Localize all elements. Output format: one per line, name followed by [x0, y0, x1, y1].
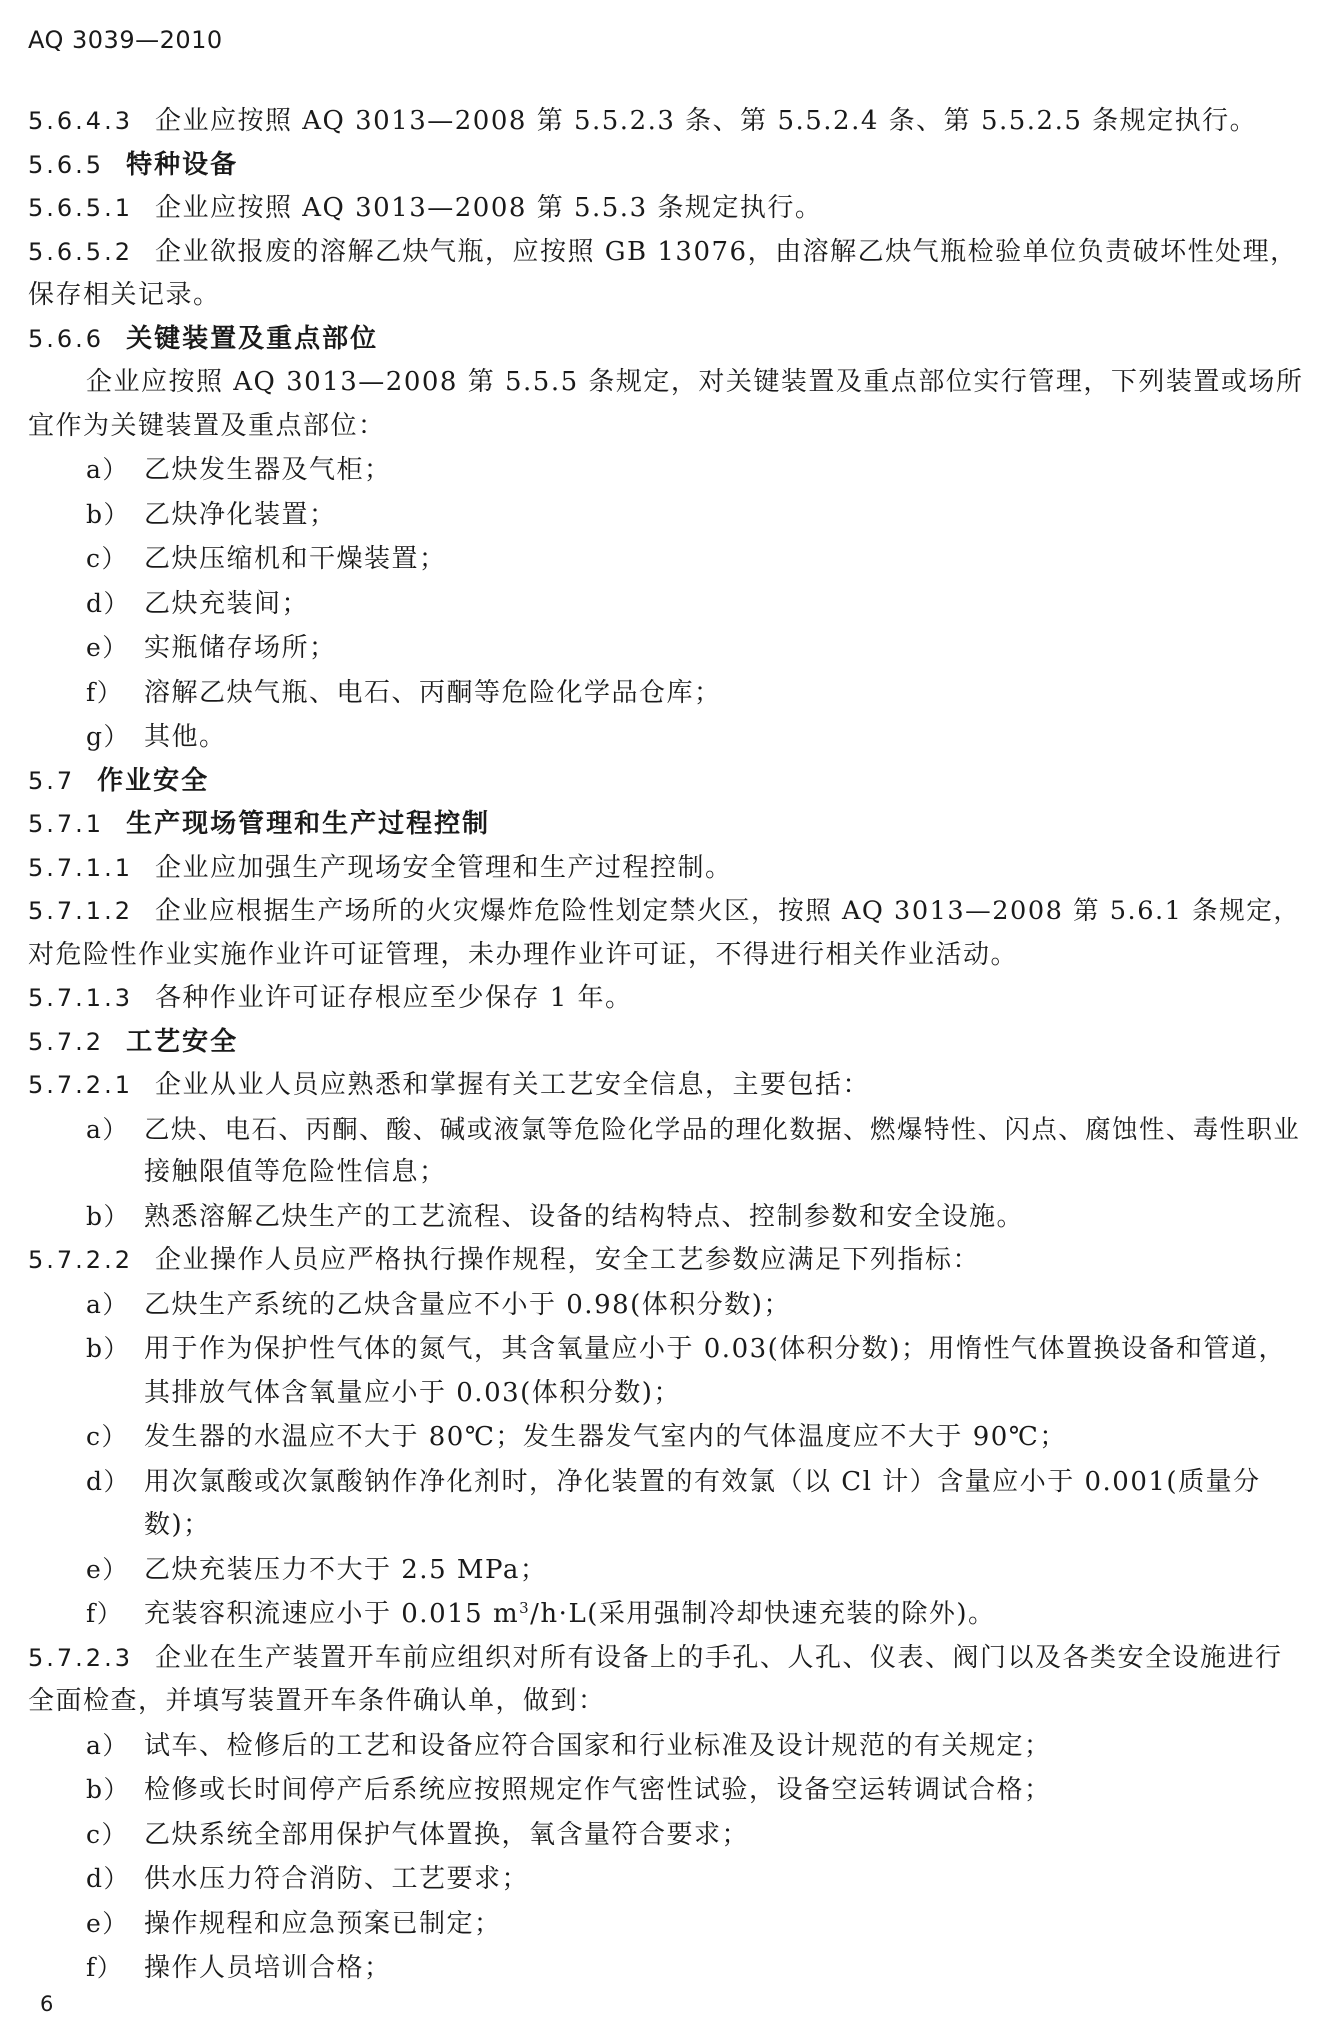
- list-item: [28, 1460, 1310, 1505]
- heading-text: 工艺安全: [126, 1026, 239, 1057]
- list-label: b）: [86, 499, 131, 529]
- list-label: b）: [86, 1334, 131, 1363]
- list-item: [28, 1415, 1310, 1460]
- list-item: [28, 493, 1310, 538]
- list-item-continuation: 数)；: [144, 1510, 211, 1540]
- heading-text: 关键装置及重点部位: [126, 323, 379, 354]
- clause-number: 5.7: [28, 766, 76, 795]
- list-text: 乙炔发生器及气柜；: [144, 455, 392, 485]
- list-label: g）: [86, 722, 131, 751]
- list-item: [28, 1857, 1310, 1902]
- heading-text: 生产现场管理和生产过程控制: [126, 809, 491, 839]
- list-item: [28, 626, 1310, 671]
- clause-continuation: 全面检查，并填写装置开车条件确认单，做到：: [28, 1686, 606, 1716]
- list-text: 用于作为保护性气体的氮气，其含氧量应小于 0.03(体积分数)；用惰性气体置换设备和管道，: [144, 1334, 1286, 1364]
- clause-number: 5.7.2.3: [28, 1643, 133, 1672]
- list-label: a）: [86, 1289, 129, 1319]
- list-text-after-superscript: /h·L(采用强制冷却快速充装的除外)。: [530, 1599, 996, 1629]
- list-item: [28, 1592, 1310, 1637]
- list-label: d）: [86, 588, 131, 618]
- clause-number: 5.7.2: [28, 1027, 105, 1056]
- list-item: [28, 537, 1310, 582]
- heading-5-7: [28, 760, 1310, 804]
- document-body: [28, 100, 1310, 1991]
- paragraph-continuation: 宜作为关键装置及重点部位：: [28, 410, 386, 441]
- list-text: 乙炔净化装置；: [144, 499, 337, 530]
- clause-number: 5.7.1.3: [28, 984, 133, 1012]
- list-item: [28, 1946, 1310, 1991]
- list-label: d）: [86, 1864, 131, 1893]
- heading-text: 作业安全: [97, 765, 210, 796]
- list-text: 乙炔生产系统的乙炔含量应不小于 0.98(体积分数)；: [144, 1289, 791, 1320]
- list-text-before-superscript: 充装容积流速应小于 0.015 m: [144, 1599, 520, 1629]
- clause-5-7-1-3: [28, 977, 1310, 1021]
- list-text: 用次氯酸或次氯酸钠作净化剂时，净化装置的有效氯（以 Cl 计）含量应小于 0.001(质量分: [144, 1466, 1261, 1497]
- clause-number: 5.7.2.2: [28, 1246, 133, 1274]
- clause-text: 企业应按照 AQ 3013—2008 第 5.5.3 条规定执行。: [154, 193, 823, 223]
- list-item: [28, 1548, 1310, 1593]
- list-item: [28, 1283, 1310, 1328]
- list-label: d）: [86, 1466, 131, 1496]
- list-text: 操作规程和应急预案已制定；: [144, 1908, 502, 1939]
- clause-number: 5.7.1.1: [28, 853, 133, 882]
- list-label: e）: [86, 633, 129, 662]
- clause-text: 企业操作人员应严格执行操作规程，安全工艺参数应满足下列指标：: [154, 1245, 980, 1275]
- clause-number: 5.7.1: [28, 810, 105, 838]
- clause-number: 5.6.4.3: [28, 107, 133, 135]
- list-text: 检修或长时间停产后系统应按照规定作气密性试验，设备空运转调试合格；: [144, 1775, 1052, 1805]
- list-text: 操作人员培训合格；: [144, 1953, 392, 1983]
- list-text: 乙炔、电石、丙酮、酸、碱或液氯等危险化学品的理化数据、燃爆特性、闪点、腐蚀性、毒性职业: [144, 1113, 1301, 1144]
- list-item-continuation: 接触限值等危险性信息；: [144, 1157, 447, 1187]
- list-item-continuation: 其排放气体含氧量应小于 0.03(体积分数)；: [144, 1377, 681, 1408]
- list-text: 乙炔系统全部用保护气体置换，氧含量符合要求；: [144, 1819, 750, 1850]
- list-text: 发生器的水温应不大于 80℃；发生器发气室内的气体温度应不大于 90℃；: [144, 1422, 1067, 1452]
- list-item: [28, 1813, 1310, 1858]
- list-item: [28, 1327, 1310, 1372]
- standard-code-header: AQ 3039—2010: [28, 26, 223, 54]
- list-text: 乙炔压缩机和干燥装置；: [144, 544, 447, 574]
- clause-text: 企业欲报废的溶解乙炔气瓶，应按照 GB 13076，由溶解乙炔气瓶检验单位负责破坏性处理，: [154, 236, 1298, 267]
- superscript: 3: [519, 1599, 531, 1617]
- clause-number: 5.6.5: [28, 150, 105, 179]
- heading-5-6-6: [28, 318, 1310, 362]
- list-label: e）: [86, 1554, 129, 1584]
- clause-text: 企业在生产装置开车前应组织对所有设备上的手孔、人孔、仪表、阀门以及各类安全设施进行: [154, 1642, 1283, 1673]
- list-label: c）: [86, 544, 129, 573]
- list-item: [28, 1108, 1310, 1152]
- list-label: b）: [86, 1775, 131, 1804]
- heading-5-7-1: [28, 803, 1310, 847]
- list-text: 供水压力符合消防、工艺要求；: [144, 1864, 530, 1894]
- list-label: a）: [86, 455, 129, 484]
- list-item: [28, 448, 1310, 493]
- page-number: 6: [40, 1992, 54, 2016]
- clause-5-7-1-1: [28, 847, 1310, 891]
- list-text: 实瓶储存场所；: [144, 633, 337, 663]
- list-label: f）: [86, 1599, 124, 1628]
- list-label: e）: [86, 1908, 129, 1938]
- list-text: 乙炔充装间；: [144, 588, 310, 619]
- clause-text: 各种作业许可证存根应至少保存 1 年。: [154, 983, 633, 1013]
- clause-5-6-5-1: [28, 187, 1310, 231]
- clause-number: 5.6.5.2: [28, 237, 133, 266]
- list-item: [28, 1768, 1310, 1813]
- list-item: [28, 715, 1310, 760]
- list-text: 熟悉溶解乙炔生产的工艺流程、设备的结构特点、控制参数和安全设施。: [144, 1201, 1025, 1232]
- list-text: 试车、检修后的工艺和设备应符合国家和行业标准及设计规范的有关规定；: [144, 1730, 1052, 1761]
- list-item: [28, 1195, 1310, 1240]
- clause-number: 5.7.1.2: [28, 897, 133, 925]
- clause-text: 企业从业人员应熟悉和掌握有关工艺安全信息，主要包括：: [154, 1070, 870, 1100]
- list-item: [28, 1724, 1310, 1769]
- clause-number: 5.7.2.1: [28, 1071, 133, 1099]
- clause-5-7-1-2: [28, 890, 1310, 934]
- heading-text: 特种设备: [126, 149, 239, 180]
- list-item: [28, 1902, 1310, 1947]
- clause-text: 企业应加强生产现场安全管理和生产过程控制。: [154, 852, 733, 883]
- clause-5-7-2-2: [28, 1239, 1310, 1283]
- clause-text: 企业应根据生产场所的火灾爆炸危险性划定禁火区，按照 AQ 3013—2008 第 5.6.1 条规定，: [154, 896, 1301, 926]
- list-item: [28, 582, 1310, 627]
- list-label: b）: [86, 1201, 131, 1231]
- list-text: 其他。: [144, 722, 227, 752]
- clause-5-7-2-3: [28, 1637, 1310, 1681]
- list-label: f）: [86, 1953, 124, 1982]
- list-text: 溶解乙炔气瓶、电石、丙酮等危险化学品仓库；: [144, 677, 722, 708]
- list-label: c）: [86, 1422, 129, 1451]
- clause-number: 5.6.5.1: [28, 194, 133, 222]
- list-label: a）: [86, 1114, 129, 1144]
- list-label: f）: [86, 677, 124, 707]
- clause-number: 5.6.6: [28, 324, 105, 353]
- list-label: a）: [86, 1730, 129, 1760]
- list-label: c）: [86, 1819, 129, 1849]
- clause-continuation: 保存相关记录。: [28, 280, 221, 310]
- clause-continuation: 对危险性作业实施作业许可证管理，未办理作业许可证，不得进行相关作业活动。: [28, 939, 1019, 970]
- heading-5-7-2: [28, 1021, 1310, 1065]
- clause-5-6-5-2: [28, 231, 1310, 275]
- list-text: 乙炔充装压力不大于 2.5 MPa；: [144, 1554, 548, 1585]
- clause-5-6-4-3: [28, 100, 1310, 144]
- clause-text: 企业应按照 AQ 3013—2008 第 5.5.2.3 条、第 5.5.2.4 条、第 5.5.2.5 条规定执行。: [154, 106, 1258, 136]
- paragraph-line: 企业应按照 AQ 3013—2008 第 5.5.5 条规定，对关键装置及重点部位实行管理，下列装置或场所: [86, 367, 1304, 397]
- list-item: [28, 671, 1310, 716]
- heading-5-6-5: [28, 144, 1310, 188]
- clause-5-7-2-1: [28, 1064, 1310, 1108]
